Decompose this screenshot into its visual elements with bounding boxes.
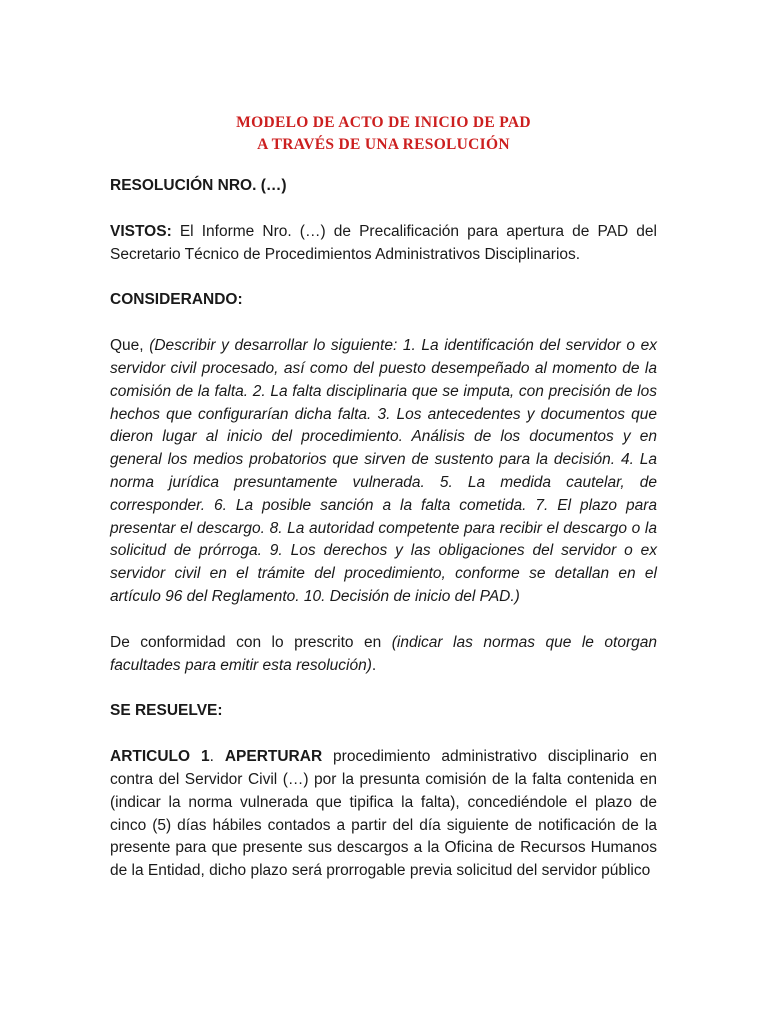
conformidad-end: . [371,656,377,674]
vistos-text: El Informe Nro. (…) de Precalificación para apertura de PAD del Secretario Técnico de Procedimientos Administrativos Disciplinarios. [110,222,657,263]
articulo-1-label: ARTICULO 1 [110,748,210,766]
vistos-paragraph [110,221,657,267]
considerando-instructions: (Describir y desarrollar lo siguiente: 1. La identificación del servidor o ex servidor civil procesado, así como del puesto desempeñado al momento de la comisión de la falta. 2. La falta disciplinaria que se imputa, con precisión de los hechos que configurarían dicha falta. 3. Los antecedentes y documentos que dieron lugar al inicio del procedimiento. Análisis de los documentos y en general los medios probatorios que sirven de sustento para la decisión. 4. La norma jurídica presuntamente vulnerada. 5. La medida cautelar, de corresponder. 6. La posible sanción a la falta cometida. 7. El plazo para presentar el descargo. 8. La autoridad competente para recibir el descargo o la solicitud de prórroga. 9. Los derechos y las obligaciones del servidor o ex servidor civil en el trámite del procedimiento, conforme se detallan en el artículo 96 del Reglamento. 10. Decisión de inicio del PAD.) [110,337,657,605]
title-line-1: MODELO DE ACTO DE INICIO DE PAD [236,114,531,131]
vistos-label: VISTOS: [110,222,172,240]
articulo-1-verb: APERTURAR [224,748,323,766]
title-line-2: A TRAVÉS DE UNA RESOLUCIÓN [257,136,510,153]
conformidad-paragraph [110,632,657,678]
considerando-intro: Que, [110,337,150,355]
considerando-paragraph [110,335,657,609]
articulo-1-text: procedimiento administrativo disciplinario en contra del Servidor Civil (…) por la presunta comisión de la falta contenida en (indicar la norma vulnerada que tipifica la falta), concediéndole el plazo de cinco (5) días hábiles contados a partir del día siguiente de notificación de la presente para que presente sus descargos a la Oficina de Recursos Humanos de la Entidad, dicho plazo será prorrogable previa solicitud del servidor público [110,748,657,880]
conformidad-instructions: (indicar las normas que le otorgan facultades para emitir esta resolución) [110,633,657,674]
document-page [110,112,657,883]
articulo-1-sep: . [209,748,225,766]
se-resuelve-heading: SE RESUELVE: [110,702,223,720]
document-title [110,112,657,156]
articulo-1-paragraph [110,746,657,883]
resolution-number: RESOLUCIÓN NRO. (…) [110,177,287,194]
considerando-heading: CONSIDERANDO: [110,291,243,309]
conformidad-intro: De conformidad con lo prescrito en [110,633,392,651]
